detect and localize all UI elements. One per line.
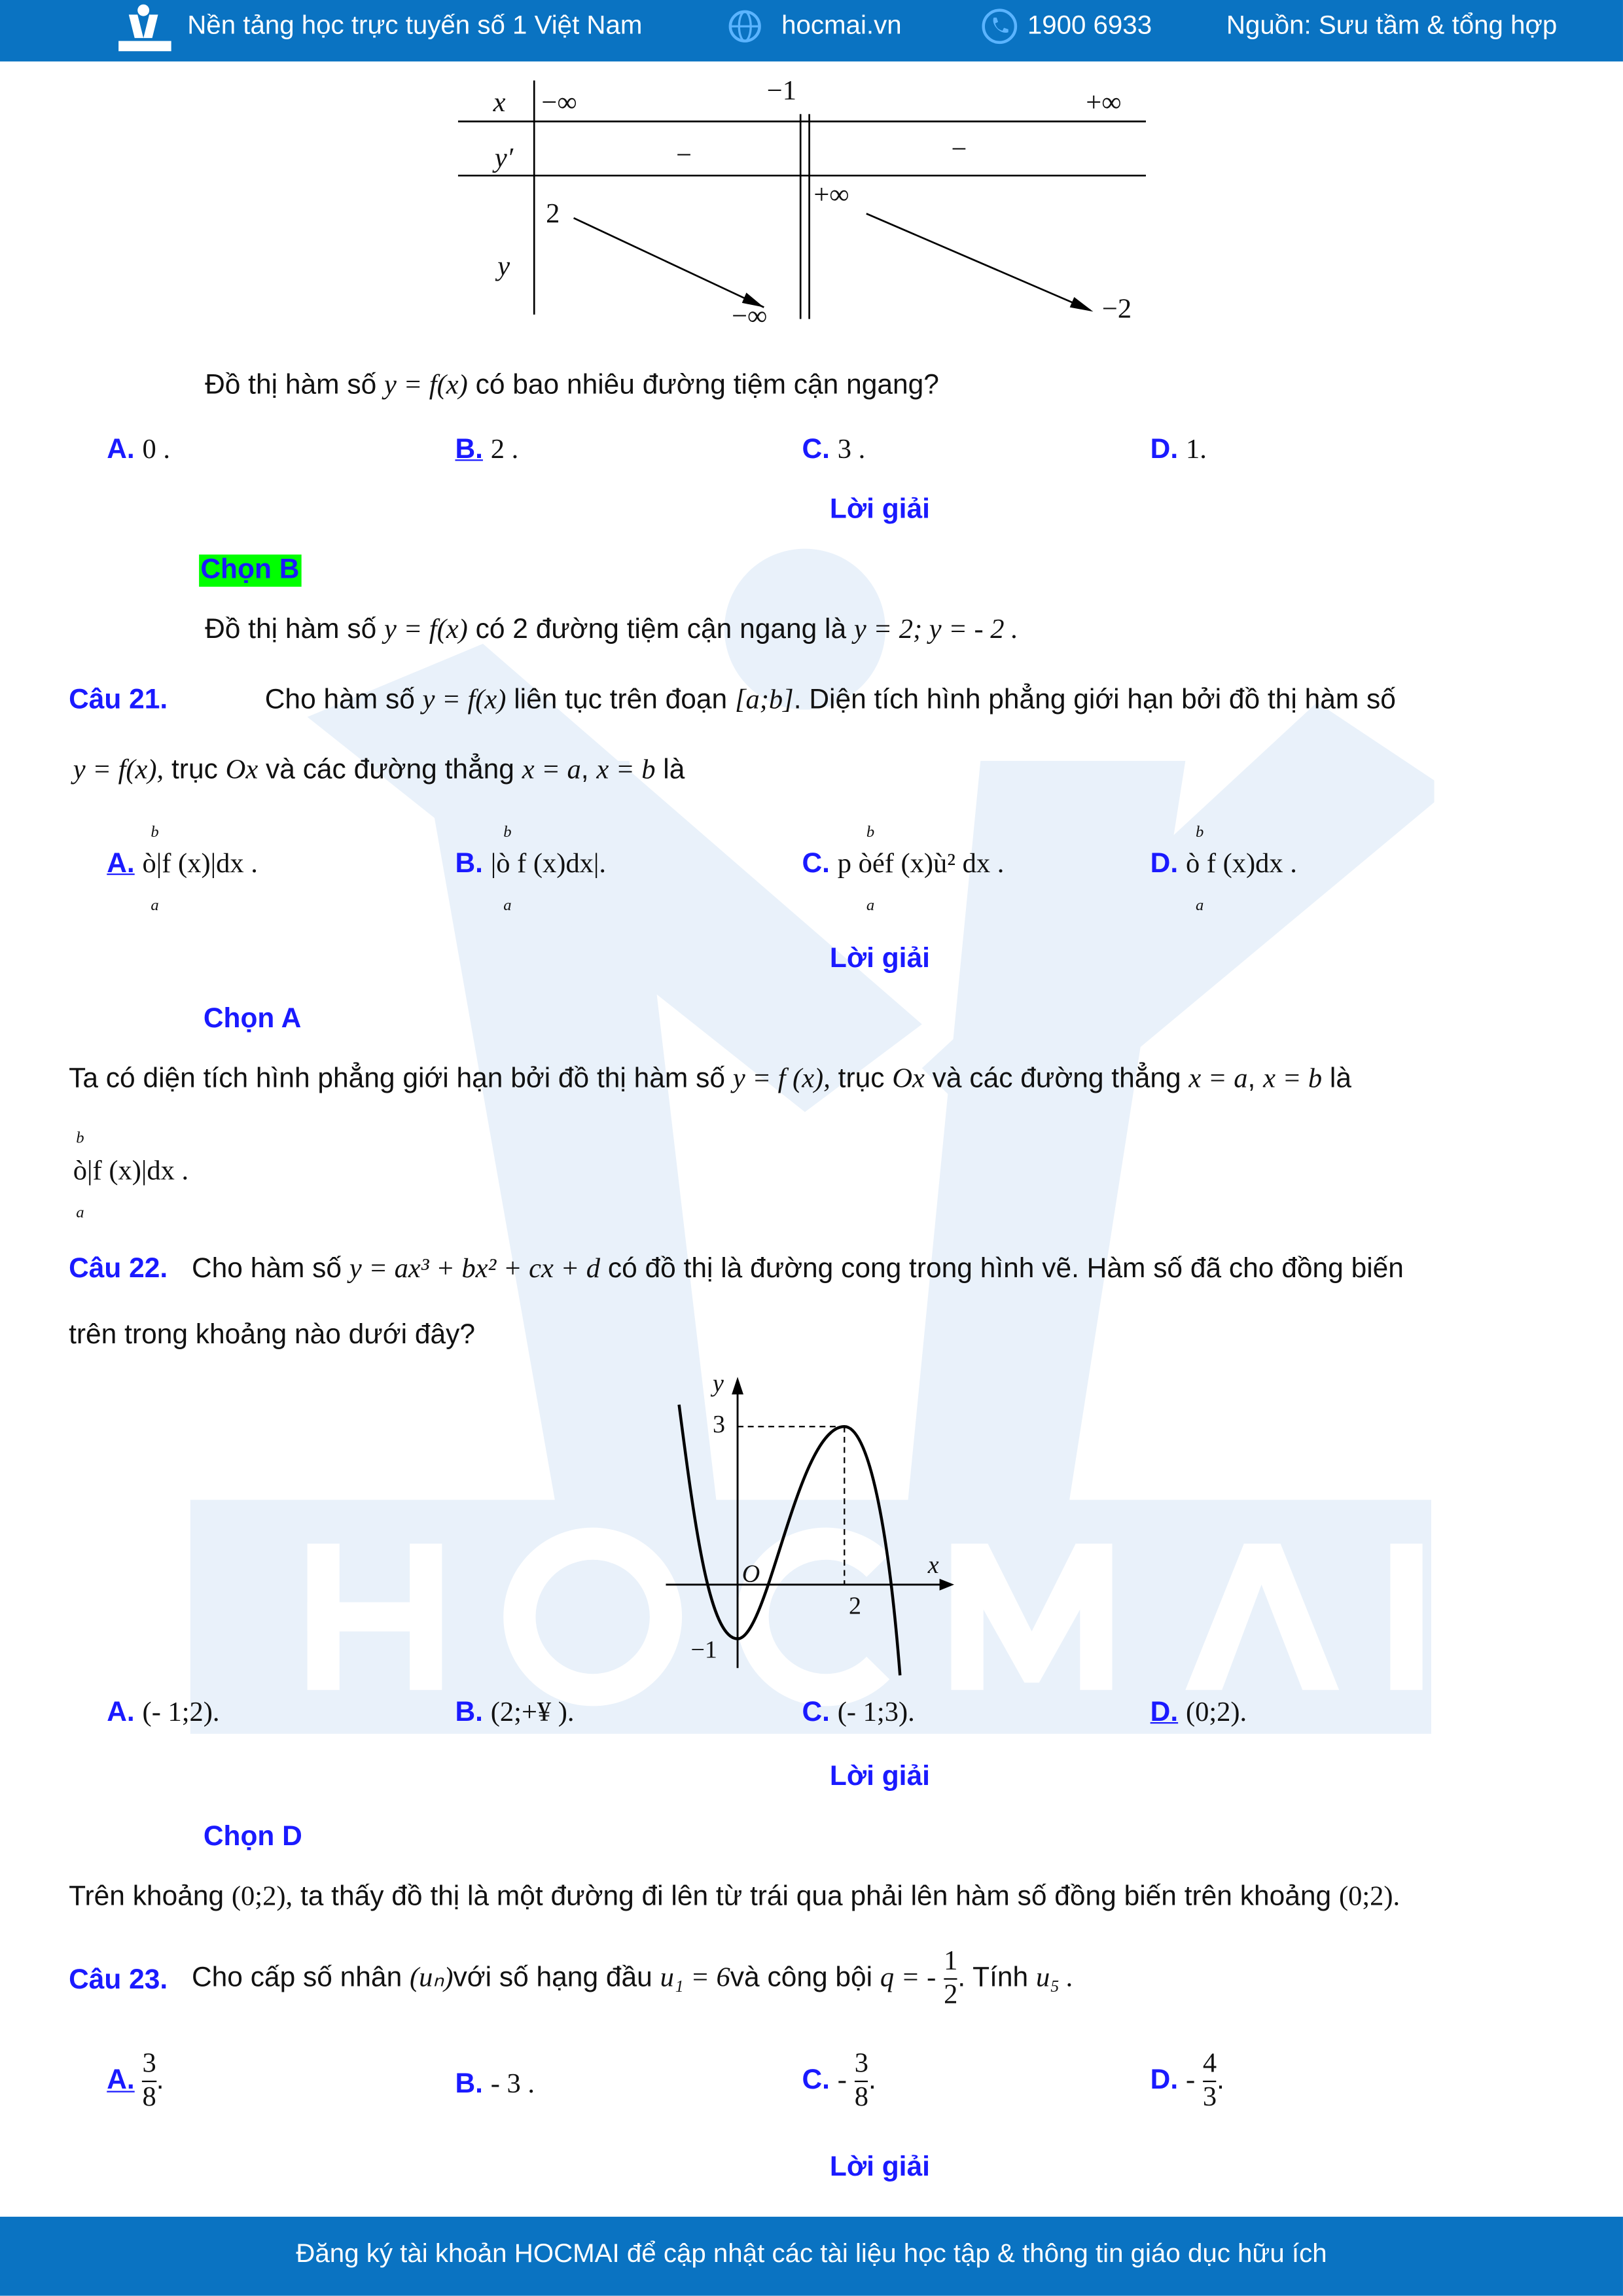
- text: có bao nhiêu đường tiệm cận ngang?: [475, 370, 939, 401]
- header-source: Nguồn: Sưu tầm & tổng hợp: [1226, 10, 1558, 40]
- table-val-2: 2: [546, 199, 560, 230]
- math: x = a: [1188, 1063, 1248, 1095]
- q21-solution-title: Lời giải: [829, 944, 930, 975]
- math: x = b: [596, 754, 656, 786]
- answer-label: D.: [1150, 1697, 1179, 1728]
- q22-choice: Chọn D: [203, 1822, 302, 1853]
- q21-answer-a[interactable]: [107, 849, 258, 881]
- answer-label: B.: [455, 848, 483, 879]
- answer-label: A.: [107, 2065, 135, 2096]
- q20-answer-c[interactable]: [802, 434, 865, 467]
- math: (uₙ): [410, 1962, 454, 1994]
- answer-label: B.: [455, 2068, 483, 2100]
- q21-explanation: Ta có diện tích hình phẳng giới hạn bởi đồ thị hàm số y = f (x), trục Ox và các đường thẳng x = a, x = b là: [69, 1063, 1352, 1095]
- numerator: 4: [1203, 2049, 1217, 2082]
- q21-explanation-integral: ò|f (x)|dx .: [73, 1156, 189, 1187]
- graph-tick-3: 3: [713, 1410, 726, 1439]
- text: có 2 đường tiệm cận ngang là: [475, 614, 847, 646]
- text: Trên khoảng: [69, 1881, 224, 1913]
- q23-answer-a[interactable]: A. $\frac{3}{8}$ .: [107, 2049, 164, 2115]
- lim-upper: b: [866, 823, 875, 841]
- fraction: [1203, 2049, 1217, 2115]
- q22-question-line2: trên trong khoảng nào dưới đây?: [69, 1320, 475, 1351]
- table-sign-2: −: [951, 134, 967, 166]
- q23-answer-c[interactable]: C. - $\frac{3}{8}$ .: [802, 2049, 876, 2115]
- answer-sign: -: [1185, 2065, 1196, 2096]
- answer-label: A.: [107, 1697, 135, 1728]
- q22-solution-title: Lời giải: [829, 1761, 930, 1793]
- lim-upper: b: [1195, 823, 1204, 841]
- q21-answer-b[interactable]: [455, 849, 606, 881]
- answer-label: B.: [455, 1697, 483, 1728]
- math: y = 2; y = - 2 .: [853, 614, 1018, 646]
- text: và các đường thẳng: [932, 1063, 1181, 1095]
- q20-answer-a[interactable]: [107, 434, 170, 467]
- header-bar: [0, 0, 1623, 62]
- text: có đồ thị là đường cong trong hình vẽ. Hàm số đã cho đồng biến: [607, 1254, 1404, 1285]
- text: Đồ thị hàm số: [205, 614, 377, 646]
- text: Ta có diện tích hình phẳng giới hạn bởi đồ thị hàm số: [69, 1063, 726, 1095]
- math-func: y = f(x): [384, 614, 468, 646]
- text: . Tính: [957, 1962, 1029, 1994]
- answer-label: D.: [1150, 848, 1179, 879]
- answer-value: |ò f (x)dx|.: [490, 848, 607, 879]
- table-yprime-label: y′: [494, 143, 513, 175]
- q21-answer-d[interactable]: [1150, 849, 1297, 881]
- math: u₅ .: [1035, 1962, 1074, 1994]
- q20-answer-d[interactable]: [1150, 434, 1207, 467]
- table-neg-inf: −∞: [541, 88, 577, 119]
- math: (0;2).: [1338, 1881, 1400, 1913]
- denominator: 3: [1202, 2082, 1217, 2113]
- q20-choice: Chọn B: [199, 555, 301, 587]
- answer-label: C.: [802, 1697, 830, 1728]
- text: trục: [838, 1063, 885, 1095]
- answer-value: ò|f (x)|dx .: [142, 848, 258, 879]
- table-val-neg-2: −2: [1101, 294, 1132, 325]
- fraction: [944, 1946, 957, 2012]
- q21-question-line1: [265, 685, 1396, 717]
- table-minus-one: −1: [766, 76, 796, 107]
- q23-answer-d[interactable]: D. - $\frac{4}{3}$ .: [1150, 2049, 1224, 2115]
- table-y-label: y: [497, 251, 510, 283]
- text: trục: [171, 754, 218, 786]
- text: với số hạng đầu: [453, 1962, 652, 1994]
- hocmai-logo: [117, 3, 175, 60]
- answer-label: A.: [107, 848, 135, 879]
- answer-label: A.: [107, 434, 135, 466]
- q23-label: Câu 23.: [69, 1965, 168, 1996]
- text: Cho hàm số: [191, 1254, 342, 1285]
- text: liên tục trên đoạn: [514, 684, 728, 716]
- lim-lower: a: [76, 1204, 84, 1222]
- numerator: 3: [143, 2049, 156, 2082]
- math: (0;2),: [231, 1881, 293, 1913]
- answer-value: p òéf (x)ù² dx .: [837, 848, 1005, 879]
- math: u₁ = 6: [660, 1962, 730, 1994]
- q22-answer-d[interactable]: [1150, 1697, 1247, 1729]
- answer-label: B.: [455, 434, 483, 466]
- lim-lower: a: [151, 896, 159, 915]
- q22-question-line1: [192, 1254, 1404, 1286]
- table-sign-1: −: [676, 140, 692, 171]
- q22-answer-c[interactable]: [802, 1697, 914, 1729]
- table-x-label: x: [493, 88, 506, 119]
- header-phone[interactable]: 1900 6933: [1027, 10, 1152, 40]
- lim-upper: b: [76, 1129, 84, 1148]
- graph-tick-2: 2: [848, 1591, 862, 1620]
- q23-solution-title: Lời giải: [829, 2152, 930, 2183]
- answer-value: (0;2).: [1185, 1697, 1247, 1728]
- graph-tick-neg1: −1: [690, 1636, 717, 1664]
- answer-value: ò f (x)dx .: [1185, 848, 1297, 879]
- numerator: 3: [855, 2049, 868, 2082]
- answer-value: 0 .: [142, 434, 171, 466]
- fraction: [855, 2049, 868, 2115]
- math: q = -: [880, 1962, 936, 1994]
- answer-label: C.: [802, 2065, 830, 2096]
- header-website-link[interactable]: hocmai.vn: [781, 10, 902, 40]
- q21-answer-c[interactable]: [802, 849, 1004, 881]
- answer-label: C.: [802, 848, 830, 879]
- q20-explanation: [205, 614, 1018, 646]
- q21-question-line2: y = f(x), trục Ox và các đường thẳng x = a, x = b là: [73, 754, 685, 786]
- text: và các đường thẳng: [266, 754, 514, 786]
- q21-label: Câu 21.: [69, 684, 168, 716]
- numerator: 1: [944, 1946, 957, 1979]
- text: Cho hàm số: [264, 684, 415, 716]
- q20-question: [205, 370, 939, 402]
- footer-bar: [0, 2217, 1623, 2296]
- denominator: 2: [944, 1979, 958, 2011]
- answer-label: D.: [1150, 2065, 1179, 2096]
- lim-lower: a: [1195, 896, 1204, 915]
- answer-value: 2 .: [490, 434, 519, 466]
- text: Đồ thị hàm số: [205, 370, 377, 401]
- math-func: y = f(x),: [73, 754, 164, 786]
- table-val-pos-inf: +∞: [813, 180, 849, 211]
- q23-answer-b[interactable]: [455, 2069, 535, 2101]
- math-func: y = f(x): [384, 370, 468, 401]
- math-interval: [a;b]: [734, 684, 794, 716]
- answer-label: C.: [802, 434, 830, 466]
- table-val-neg-inf: −∞: [732, 301, 768, 332]
- q22-answer-b[interactable]: [455, 1697, 574, 1729]
- y-axis-arrow: [732, 1377, 743, 1394]
- lim-upper: b: [151, 823, 159, 841]
- phone-icon: [980, 7, 1018, 45]
- math: x = b: [1263, 1063, 1323, 1095]
- denominator: 8: [142, 2082, 156, 2113]
- text: và công bội: [730, 1962, 873, 1994]
- text: là: [1329, 1063, 1352, 1095]
- math-func: y = f(x): [422, 684, 507, 716]
- text: là: [663, 754, 685, 786]
- math: Ox: [892, 1063, 925, 1095]
- q20-solution-title: Lời giải: [829, 494, 930, 525]
- q21-choice: Chọn A: [203, 1004, 302, 1034]
- lim-upper: b: [503, 823, 512, 841]
- graph-origin-label: O: [741, 1559, 760, 1588]
- q22-label: Câu 22.: [69, 1254, 168, 1285]
- graph-y-label: y: [713, 1369, 724, 1398]
- answer-value: 1.: [1185, 434, 1207, 466]
- q20-answer-b[interactable]: [455, 434, 518, 467]
- graph-x-label: x: [927, 1551, 939, 1579]
- fraction: [143, 2049, 156, 2115]
- table-pos-inf: +∞: [1086, 88, 1122, 119]
- math: x = a: [522, 754, 581, 786]
- globe-icon: [727, 9, 762, 44]
- text: . Diện tích hình phẳng giới hạn bởi đồ thị hàm số: [793, 684, 1396, 716]
- q23-question: [192, 1946, 1073, 2012]
- answer-value: - 3 .: [490, 2068, 535, 2100]
- answer-label: D.: [1150, 434, 1179, 466]
- math-func: y = ax³ + bx² + cx + d: [349, 1254, 601, 1285]
- cubic-curve: [679, 1405, 901, 1676]
- lim-lower: a: [503, 896, 512, 915]
- math-func: y = f (x),: [732, 1063, 830, 1095]
- answer-value: (2;+¥ ).: [490, 1697, 575, 1728]
- text: ta thấy đồ thị là một đường đi lên từ trái qua phải lên hàm số đồng biến trên khoảng: [300, 1881, 1332, 1913]
- denominator: 8: [854, 2082, 868, 2113]
- answer-value: 3 .: [837, 434, 866, 466]
- q22-explanation: [69, 1882, 1400, 1914]
- x-axis-arrow: [940, 1579, 954, 1591]
- answer-sign: -: [837, 2065, 847, 2096]
- answer-value: (- 1;3).: [837, 1697, 915, 1728]
- math: Ox: [225, 754, 259, 786]
- footer-text[interactable]: Đăng ký tài khoản HOCMAI để cập nhật các tài liệu học tập & thông tin giáo dục hữu ích: [296, 2238, 1327, 2269]
- lim-lower: a: [866, 896, 875, 915]
- text: Cho cấp số nhân: [191, 1962, 402, 1994]
- header-tagline: Nền tảng học trực tuyến số 1 Việt Nam: [187, 10, 643, 40]
- answer-value: (- 1;2).: [142, 1697, 220, 1728]
- q22-answer-a[interactable]: [107, 1697, 219, 1729]
